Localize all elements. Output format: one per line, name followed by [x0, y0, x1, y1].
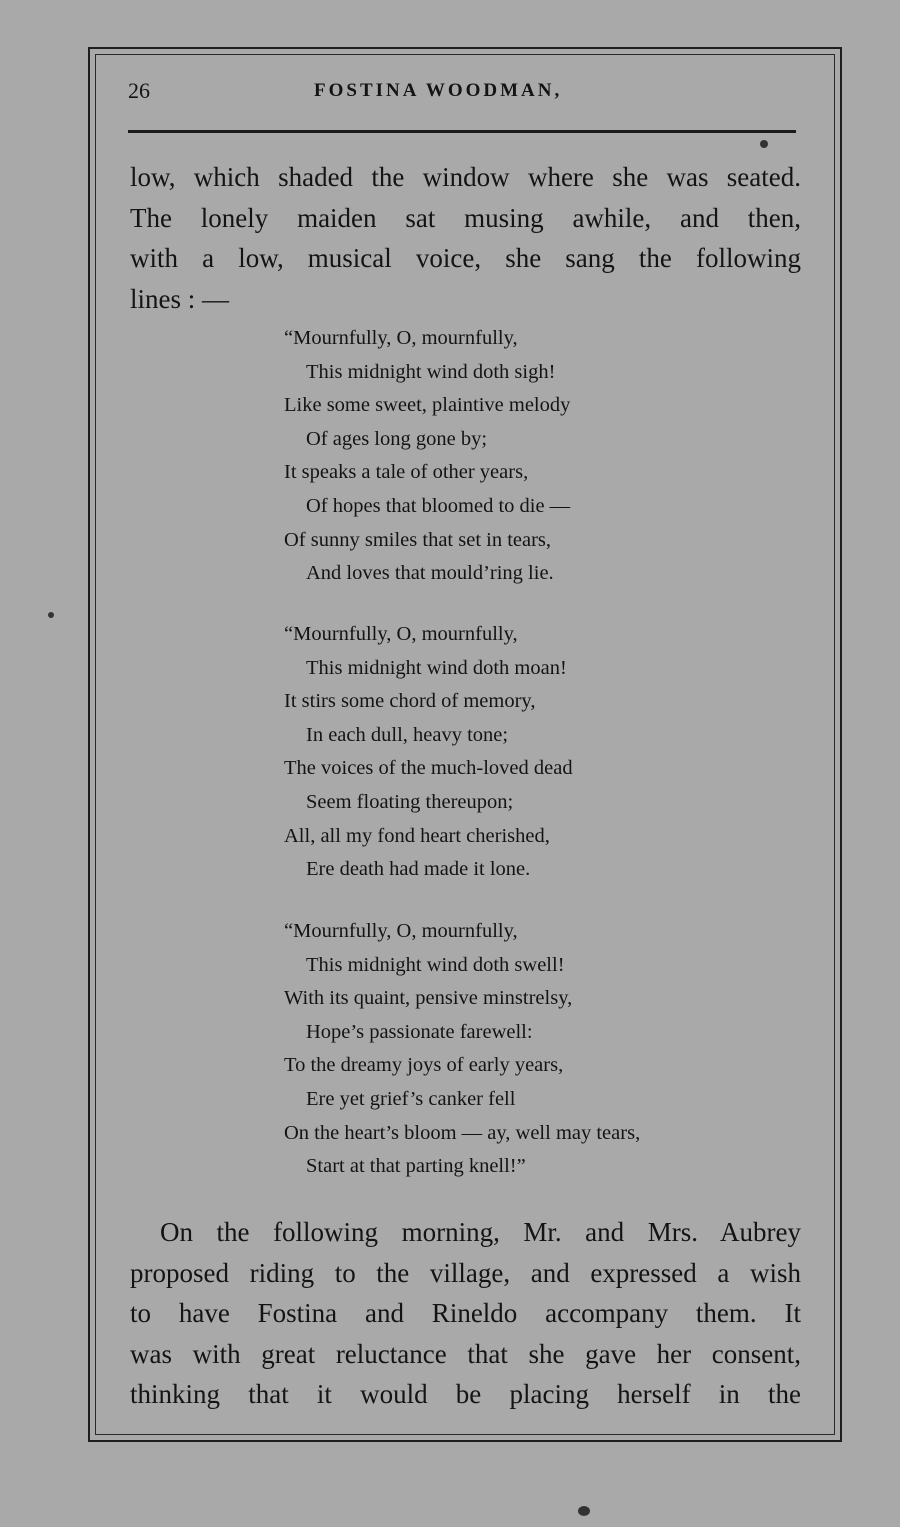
poem-line: Hope’s passionate farewell: [306, 1020, 533, 1043]
poem-stanza-1 [284, 322, 570, 591]
poem-line: On the heart’s bloom — ay, well may tears, [284, 1121, 641, 1144]
poem-line: All, all my fond heart cherished, [284, 824, 550, 847]
page-number: 26 [128, 78, 150, 103]
paragraph-line: with a low, musical voice, she sang the following [130, 243, 801, 273]
poem-line: With its quaint, pensive minstrelsy, [284, 987, 573, 1010]
poem-line: To the dreamy joys of early years, [284, 1054, 564, 1077]
poem-line: This midnight wind doth moan! [306, 656, 567, 679]
poem-line: Seem floating thereupon; [306, 790, 514, 813]
poem-stanza-2 [284, 618, 573, 887]
scan-speck [48, 612, 54, 618]
scan-speck [760, 140, 768, 148]
paragraph-line: was with great reluctance that she gave her consent, [130, 1338, 801, 1369]
poem-line: Of sunny smiles that set in tears, [284, 528, 552, 551]
paragraph-line: low, which shaded the window where she was seated. [130, 162, 801, 192]
poem-line: Ere death had made it lone. [306, 858, 531, 881]
paragraph-line: The lonely maiden sat musing awhile, and then, [130, 202, 801, 233]
paragraph-line: lines : — [130, 283, 229, 314]
opening-paragraph [130, 157, 801, 319]
closing-paragraph [130, 1212, 801, 1415]
poem-line: This midnight wind doth swell! [306, 953, 565, 976]
book-title: FOSTINA WOODMAN, [314, 80, 563, 101]
poem-line: Of ages long gone by; [306, 427, 488, 450]
poem-line: The voices of the much-loved dead [284, 757, 573, 780]
poem-line: In each dull, heavy tone; [306, 723, 509, 746]
running-head [128, 72, 798, 112]
poem-stanza-3 [284, 915, 640, 1184]
poem-line: “Mournfully, O, mournfully, [284, 623, 518, 645]
poem-line: And loves that mould’ring lie. [306, 562, 554, 585]
poem-line: This midnight wind doth sigh! [306, 360, 556, 383]
poem-line: Of hopes that bloomed to die — [306, 494, 571, 517]
paragraph-line: proposed riding to the village, and expressed a wish [130, 1257, 801, 1288]
poem-line: “Mournfully, O, mournfully, [284, 920, 518, 942]
poem-line: It speaks a tale of other years, [284, 461, 529, 484]
poem-line: Like some sweet, plaintive melody [284, 394, 571, 417]
paragraph-line: to have Fostina and Rineldo accompany them. It [130, 1298, 801, 1328]
scan-speck [578, 1506, 590, 1516]
header-rule [128, 130, 796, 133]
poem-line: “Mournfully, O, mournfully, [284, 327, 518, 349]
paragraph-line: On the following morning, Mr. and Mrs. Aubrey [160, 1217, 801, 1247]
paragraph-line: thinking that it would be placing herself in the [130, 1379, 801, 1409]
poem-line: It stirs some chord of memory, [284, 690, 536, 713]
poem-line: Start at that parting knell!” [306, 1155, 526, 1178]
poem-line: Ere yet grief’s canker fell [306, 1087, 516, 1110]
